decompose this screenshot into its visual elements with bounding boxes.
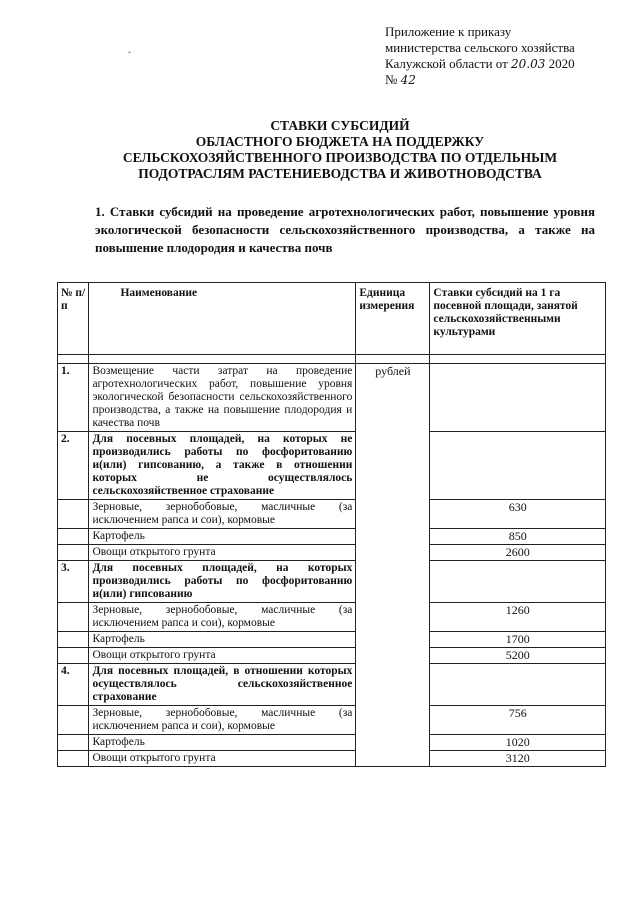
- appendix-region: Калужской области от: [385, 56, 508, 71]
- table-row: [58, 751, 606, 767]
- row-num: [58, 751, 89, 767]
- title-line-4: ПОДОТРАСЛЯМ РАСТЕНИЕВОДСТВА И ЖИВОТНОВОДСТВА: [138, 166, 542, 181]
- row-num: 1.: [58, 364, 89, 432]
- stray-mark: ˇ: [128, 50, 131, 60]
- header-num: № п/п: [58, 283, 89, 355]
- unit-cell: рублей: [356, 364, 430, 767]
- table-row: [58, 632, 606, 648]
- row-rate: 630: [430, 500, 606, 529]
- row-rate: [430, 664, 606, 706]
- header-name-label: Наименование: [120, 287, 198, 299]
- row-rate: 2600: [430, 545, 606, 561]
- table-row: [58, 500, 606, 529]
- rates-table: [57, 282, 606, 767]
- number-sign: №: [385, 72, 398, 87]
- table-row: [58, 603, 606, 632]
- row-num: [58, 632, 89, 648]
- row-num: 4.: [58, 664, 89, 706]
- row-name: Картофель: [89, 735, 356, 751]
- header-unit: Единица измерения: [356, 283, 430, 355]
- gap-cell: [430, 355, 606, 364]
- row-name: Зерновые, зернобобовые, масличные (за исключением рапса и сои), кормовые: [89, 500, 356, 529]
- handwritten-date: 20.03: [511, 57, 546, 71]
- row-num: [58, 500, 89, 529]
- row-num: [58, 545, 89, 561]
- table-row: [58, 664, 606, 706]
- table-row: [58, 648, 606, 664]
- row-num: [58, 706, 89, 735]
- row-name: Для посевных площадей, на которых не производились работы по фосфоритованию и(или) гипсованию, а также в отношении которых не осуществлялось сельскохозяйственное страхование: [89, 432, 356, 500]
- appendix-block: [385, 24, 625, 88]
- handwritten-number: 42: [400, 73, 416, 87]
- table-row: [58, 364, 606, 432]
- gap-cell: [356, 355, 430, 364]
- table-row: [58, 545, 606, 561]
- table-row: [58, 529, 606, 545]
- row-rate: [430, 364, 606, 432]
- table-row: [58, 432, 606, 500]
- header-rate: Ставки субсидий на 1 га посевной площади, занятой сельскохозяйственными культурами: [430, 283, 606, 355]
- row-name: Возмещение части затрат на проведение агротехнологических работ, повышение уровня экологической безопасности сельскохозяйственного производства, а также на повышение плодородия и качества почв: [89, 364, 356, 432]
- row-rate: 1260: [430, 603, 606, 632]
- appendix-line-2: министерства сельского хозяйства: [385, 40, 575, 55]
- row-rate: 5200: [430, 648, 606, 664]
- row-num: [58, 603, 89, 632]
- row-rate: 850: [430, 529, 606, 545]
- table-row: [58, 561, 606, 603]
- appendix-year: 2020: [548, 56, 575, 71]
- gap-cell: [58, 355, 89, 364]
- header-gap-row: [58, 355, 606, 364]
- row-name: Овощи открытого грунта: [89, 545, 356, 561]
- row-num: [58, 648, 89, 664]
- row-rate: 756: [430, 706, 606, 735]
- title-line-2: ОБЛАСТНОГО БЮДЖЕТА НА ПОДДЕРЖКУ: [195, 134, 485, 149]
- row-name: Картофель: [89, 529, 356, 545]
- document-title: [60, 118, 620, 182]
- table-row: [58, 735, 606, 751]
- row-num: [58, 529, 89, 545]
- gap-cell: [89, 355, 356, 364]
- row-rate: [430, 432, 606, 500]
- row-num: 2.: [58, 432, 89, 500]
- appendix-line-4: [385, 72, 625, 88]
- appendix-line-1: Приложение к приказу: [385, 24, 512, 39]
- row-rate: 3120: [430, 751, 606, 767]
- row-name: Зерновые, зернобобовые, масличные (за исключением рапса и сои), кормовые: [89, 603, 356, 632]
- row-rate: [430, 561, 606, 603]
- row-name: Картофель: [89, 632, 356, 648]
- header-name: [89, 283, 356, 355]
- title-line-3: СЕЛЬСКОХОЗЯЙСТВЕННОГО ПРОИЗВОДСТВА ПО ОТДЕЛЬНЫМ: [122, 150, 558, 165]
- table-row: [58, 706, 606, 735]
- appendix-line-3: [385, 56, 625, 72]
- row-name: Овощи открытого грунта: [89, 648, 356, 664]
- row-rate: 1020: [430, 735, 606, 751]
- row-num: [58, 735, 89, 751]
- row-name: Зерновые, зернобобовые, масличные (за исключением рапса и сои), кормовые: [89, 706, 356, 735]
- title-line-1: СТАВКИ СУБСИДИЙ: [270, 118, 410, 133]
- row-name: Для посевных площадей, в отношении которых осуществлялось сельскохозяйственное страхование: [89, 664, 356, 706]
- section-intro: 1. Ставки субсидий на проведение агротехнологических работ, повышение уровня экологической безопасности сельскохозяйственного производства, а также на повышение плодородия и качества почв: [95, 204, 595, 255]
- row-num: 3.: [58, 561, 89, 603]
- row-name: Для посевных площадей, на которых производились работы по фосфоритованию и(или) гипсованию: [89, 561, 356, 603]
- row-name: Овощи открытого грунта: [89, 751, 356, 767]
- row-rate: 1700: [430, 632, 606, 648]
- table-header-row: [58, 283, 606, 355]
